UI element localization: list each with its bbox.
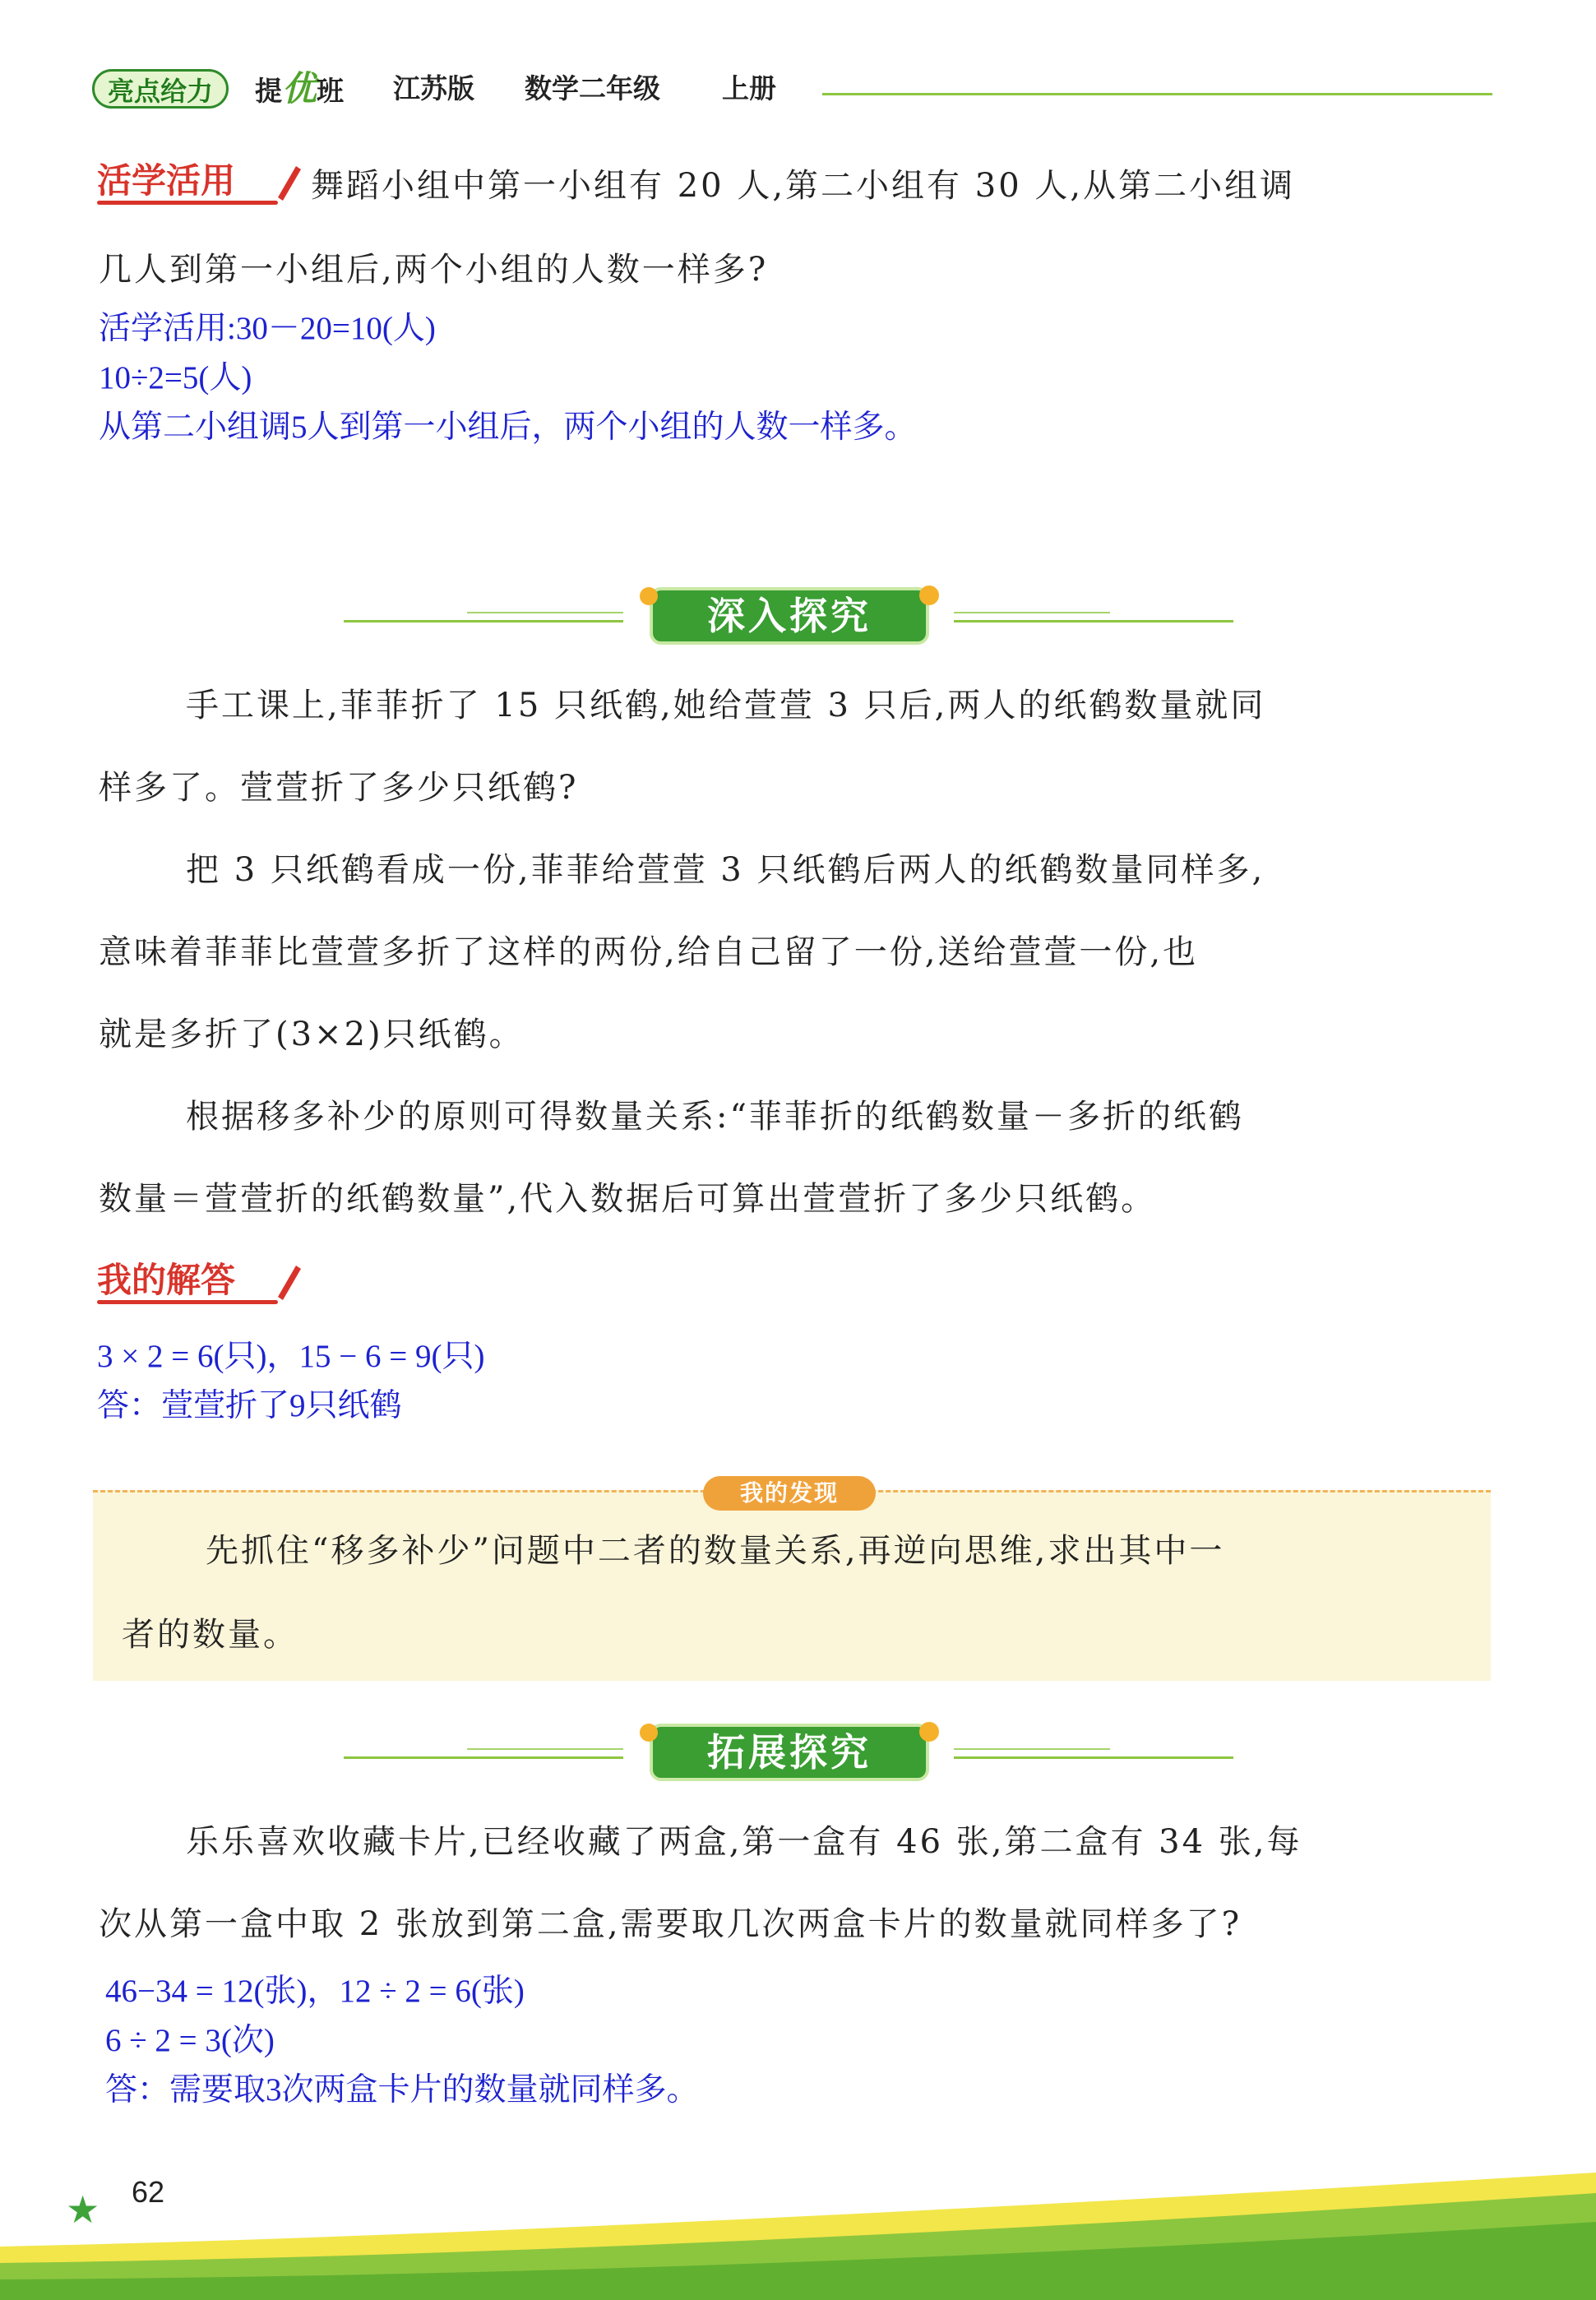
edition-label: 江苏版 [393, 72, 474, 104]
my-answer-tag-underline [97, 1300, 278, 1304]
extend-answer [105, 1967, 699, 2115]
star-icon: ★ [66, 2187, 100, 2232]
footer-wave [0, 2156, 1596, 2300]
banner-rule-left-short [467, 612, 623, 613]
explore-answer-line: 3 × 2 = 6(只)，15 − 6 = 9(只) [97, 1339, 485, 1374]
apply-question-line2: 几人到第一小组后,两个小组的人数一样多? [99, 251, 769, 289]
series-badge: 亮点给力 [92, 69, 229, 109]
explore-line: 手工课上,菲菲折了 15 只纸鹤,她给萱萱 3 只后,两人的纸鹤数量就同 [186, 687, 1266, 724]
discovery-line1: 先抓住“移多补少”问题中二者的数量关系,再逆向思维,求出其中一 [206, 1532, 1225, 1570]
page-number: 62 [132, 2175, 165, 2209]
series-emphasis: 优 [282, 68, 317, 109]
banner-rule-right [954, 620, 1233, 622]
extend-answer-line: 46−34 = 12(张)，12 ÷ 2 = 6(张) [105, 1974, 525, 2009]
banner-rule-right-short [954, 612, 1110, 613]
banner-rule-left-short [467, 1748, 623, 1750]
banner-rule-right [954, 1756, 1233, 1759]
extend-answer-line: 答：需要取3次两盒卡片的数量就同样多。 [105, 2072, 699, 2108]
explore-answer-line: 答：萱萱折了9只纸鹤 [97, 1388, 402, 1423]
banner-rule-right-short [954, 1748, 1110, 1750]
apply-answer-line: 从第二小组调5人到第一小组后，两个小组的人数一样多。 [99, 410, 917, 445]
volume-label: 上册 [722, 72, 776, 104]
apply-question-line1: 舞蹈小组中第一小组有 20 人,第二小组有 30 人,从第二小组调 [311, 167, 1296, 205]
explore-text [99, 664, 1513, 1240]
series-suffix: 班 [317, 75, 345, 107]
apply-tag-label: 活学活用 [97, 160, 236, 201]
apply-answer-line: 10÷2=5(人) [99, 360, 252, 396]
apply-tag [97, 159, 235, 203]
extend-line: 乐乐喜欢收藏卡片,已经收藏了两盒,第一盒有 46 张,第二盒有 34 张,每 [186, 1823, 1302, 1861]
extend-banner [0, 1720, 1596, 1786]
apply-answer-line: 活学活用:30－20=10(人) [99, 311, 436, 346]
explore-line: 就是多折了(3×2)只纸鹤。 [99, 1016, 525, 1053]
apply-answer [99, 304, 917, 452]
extend-text [99, 1801, 1513, 1965]
banner-dot-icon [919, 585, 939, 605]
extend-line: 次从第一盒中取 2 张放到第二盒,需要取几次两盒卡片的数量就同样多了? [99, 1905, 1242, 1943]
series-name [255, 68, 345, 109]
banner-dot-icon [640, 587, 658, 605]
extend-answer-line: 6 ÷ 2 = 3(次) [105, 2023, 275, 2058]
explore-banner [0, 584, 1596, 650]
explore-line: 根据移多补少的原则可得数量关系:“菲菲折的纸鹤数量－多折的纸鹤 [186, 1098, 1244, 1136]
series-prefix: 提 [255, 75, 282, 107]
banner-dot-icon [919, 1722, 939, 1742]
explore-banner-title: 深入探究 [650, 587, 929, 645]
banner-rule-left [344, 1756, 623, 1759]
explore-line: 意味着菲菲比萱萱多折了这样的两份,给自己留了一份,送给萱萱一份,也 [99, 933, 1199, 971]
banner-rule-left [344, 620, 623, 622]
my-answer-tag-label: 我的解答 [97, 1260, 236, 1300]
banner-dot-icon [640, 1724, 658, 1742]
pen-icon [271, 161, 304, 202]
extend-banner-title: 拓展探究 [650, 1724, 929, 1781]
discovery-line2: 者的数量。 [122, 1616, 298, 1654]
apply-tag-underline [97, 201, 278, 205]
subject-label: 数学二年级 [525, 72, 660, 104]
explore-line: 把 3 只纸鹤看成一份,菲菲给萱萱 3 只纸鹤后两人的纸鹤数量同样多, [186, 851, 1265, 889]
header-rule [822, 93, 1492, 95]
explore-line: 样多了。萱萱折了多少只纸鹤? [99, 769, 579, 807]
discovery-tag: 我的发现 [703, 1476, 876, 1511]
explore-line: 数量＝萱萱折的纸鹤数量”,代入数据后可算出萱萱折了多少只纸鹤。 [99, 1180, 1157, 1218]
my-answer-tag [97, 1258, 235, 1303]
explore-answer [97, 1332, 484, 1431]
pen-icon [271, 1261, 304, 1302]
